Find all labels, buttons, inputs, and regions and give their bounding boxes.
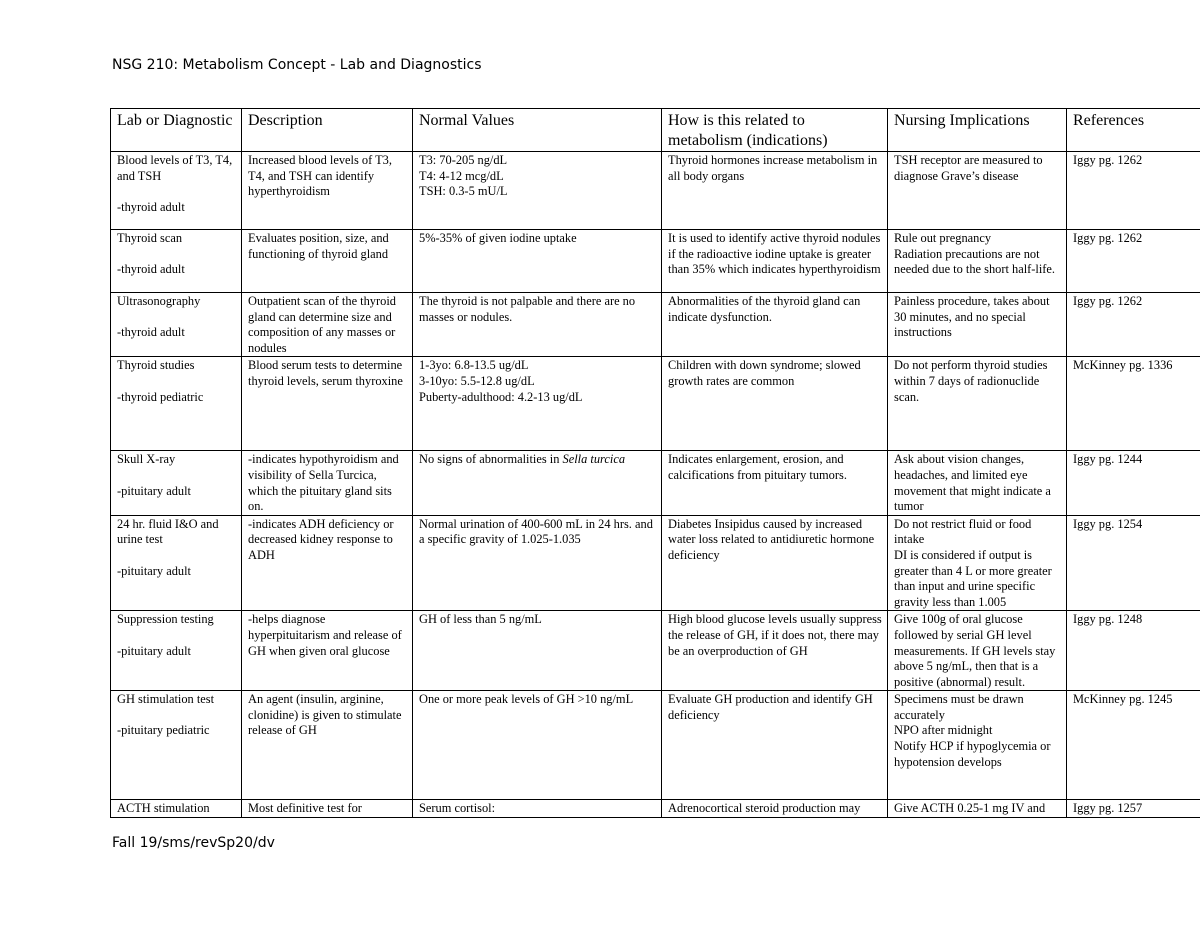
cell-description	[242, 357, 413, 451]
lab-name: Skull X-ray	[117, 452, 176, 467]
cell-nursing-implications	[888, 515, 1067, 611]
cell-line: Indicates enlargement, erosion, and calcifications from pituitary tumors.	[668, 452, 847, 482]
cell-description	[242, 611, 413, 691]
column-header: References	[1067, 109, 1200, 152]
cell-normal-values	[413, 611, 662, 691]
cell-metabolism-relation	[662, 800, 888, 818]
cell-line: -indicates ADH deficiency or decreased kidney response to ADH	[248, 516, 394, 562]
cell-line: -indicates hypothyroidism and visibility of Sella Turcica, which the pituitary gland sits on.	[248, 452, 399, 514]
cell-line: T3: 70-205 ng/dL	[419, 153, 508, 167]
lab-category: -pituitary adult	[117, 643, 191, 658]
lab-name: Ultrasonography	[117, 294, 201, 308]
cell-metabolism-relation	[662, 357, 888, 451]
column-header: Normal Values	[413, 109, 662, 152]
cell-line: Diabetes Insipidus caused by increased water loss related to antidiuretic hormone deficiency	[668, 516, 875, 562]
cell-metabolism-relation	[662, 451, 888, 515]
cell-line: Children with down syndrome; slowed growth rates are common	[668, 358, 861, 388]
cell-description	[242, 152, 413, 230]
cell-line: Evaluates position, size, and functioning of thyroid gland	[248, 231, 389, 261]
cell-line: No signs of abnormalities in Sella turcica	[419, 452, 626, 467]
cell-line: High blood glucose levels usually suppress the release of GH, if it does not, there may be an overproduction of GH	[668, 612, 882, 658]
cell-metabolism-relation	[662, 152, 888, 230]
cell-lab	[111, 357, 242, 451]
cell-line: Evaluate GH production and identify GH deficiency	[668, 692, 873, 722]
cell-metabolism-relation	[662, 293, 888, 357]
cell-description	[242, 293, 413, 357]
cell-lab	[111, 451, 242, 515]
cell-line: 3-10yo: 5.5-12.8 ug/dL	[419, 373, 535, 388]
cell-line: Increased blood levels of T3, T4, and TSH can identify hyperthyroidism	[248, 153, 392, 199]
cell-lab	[111, 515, 242, 611]
cell-line: Do not perform thyroid studies within 7 days of radionuclide scan.	[894, 358, 1048, 404]
cell-lab	[111, 152, 242, 230]
cell-reference: McKinney pg. 1336	[1067, 357, 1200, 451]
cell-normal-values	[413, 357, 662, 451]
lab-category: -thyroid adult	[117, 199, 185, 214]
cell-normal-values	[413, 515, 662, 611]
cell-lab	[111, 293, 242, 357]
cell-nursing-implications	[888, 691, 1067, 800]
cell-nursing-implications	[888, 152, 1067, 230]
cell-line: Give 100g of oral glucose followed by serial GH level measurements. If GH levels stay above 5 ng/mL, then that is a positive (abnormal) result.	[894, 612, 1056, 689]
cell-description	[242, 800, 413, 818]
cell-lab	[111, 611, 242, 691]
cell-line: Specimens must be drawn accurately	[894, 692, 1024, 722]
lab-name: Blood levels of T3, T4, and TSH	[117, 153, 233, 183]
lab-table-container	[110, 108, 1200, 820]
cell-line: Most definitive test for	[248, 801, 362, 816]
cell-line: Outpatient scan of the thyroid gland can determine size and composition of any masses or nodules	[248, 294, 396, 355]
cell-description	[242, 691, 413, 800]
cell-reference: McKinney pg. 1245	[1067, 691, 1200, 800]
cell-line: Painless procedure, takes about 30 minutes, and no special instructions	[894, 294, 1050, 340]
page-header: NSG 210: Metabolism Concept - Lab and Diagnostics	[112, 57, 482, 73]
cell-metabolism-relation	[662, 691, 888, 800]
cell-line: The thyroid is not palpable and there are no masses or nodules.	[419, 294, 636, 324]
cell-nursing-implications	[888, 357, 1067, 451]
cell-lab	[111, 691, 242, 800]
cell-normal-values	[413, 691, 662, 800]
cell-reference: Iggy pg. 1262	[1067, 230, 1200, 293]
cell-line: Radiation precautions are not needed due to the short half-life.	[894, 246, 1056, 277]
cell-line: Do not restrict fluid or food intake	[894, 516, 1032, 547]
cell-reference: Iggy pg. 1244	[1067, 451, 1200, 515]
table-row	[111, 152, 1200, 230]
cell-description	[242, 230, 413, 293]
table-header-row	[111, 109, 1200, 152]
cell-line: Give ACTH 0.25-1 mg IV and	[894, 801, 1046, 816]
table-row	[111, 515, 1200, 611]
cell-line: Normal urination of 400-600 mL in 24 hrs. and a specific gravity of 1.025-1.035	[419, 516, 653, 547]
cell-line: -helps diagnose hyperpituitarism and release of GH when given oral glucose	[248, 612, 402, 658]
page-footer: Fall 19/sms/revSp20/dv	[112, 835, 275, 851]
lab-category: -thyroid adult	[117, 262, 185, 277]
cell-normal-values	[413, 800, 662, 818]
lab-name: ACTH stimulation	[117, 801, 210, 816]
cell-lab	[111, 230, 242, 293]
cell-line: Serum cortisol:	[419, 801, 496, 816]
lab-name: Thyroid scan	[117, 231, 183, 245]
column-header: How is this related to metabolism (indications)	[662, 109, 888, 152]
table-row	[111, 230, 1200, 293]
column-header: Nursing Implications	[888, 109, 1067, 152]
lab-category: -thyroid adult	[117, 325, 185, 340]
cell-normal-values	[413, 293, 662, 357]
cell-nursing-implications	[888, 230, 1067, 293]
cell-line: Rule out pregnancy	[894, 231, 992, 245]
lab-name: 24 hr. fluid I&O and urine test	[117, 516, 219, 547]
cell-line: Ask about vision changes, headaches, and limited eye movement that might indicate a tumor	[894, 452, 1051, 514]
table-row	[111, 451, 1200, 515]
column-header: Lab or Diagnostic	[111, 109, 242, 152]
cell-line: GH of less than 5 ng/mL	[419, 612, 542, 627]
lab-name: Thyroid studies	[117, 358, 195, 373]
cell-line: NPO after midnight	[894, 723, 993, 738]
cell-line: It is used to identify active thyroid nodules if the radioactive iodine uptake is greater than 35% which indicates hyperthyroidism	[668, 231, 881, 277]
cell-line: TSH: 0.3-5 mU/L	[419, 184, 508, 199]
lab-diagnostics-table	[110, 108, 1200, 818]
cell-normal-values	[413, 230, 662, 293]
cell-nursing-implications	[888, 293, 1067, 357]
lab-category: -pituitary adult	[117, 483, 191, 498]
cell-description	[242, 515, 413, 611]
cell-metabolism-relation	[662, 611, 888, 691]
cell-line: One or more peak levels of GH >10 ng/mL	[419, 692, 634, 707]
cell-metabolism-relation	[662, 515, 888, 611]
table-row	[111, 611, 1200, 691]
cell-line: Adrenocortical steroid production may	[668, 801, 861, 816]
cell-normal-values	[413, 451, 662, 515]
cell-line: Notify HCP if hypoglycemia or hypotension develops	[894, 739, 1051, 769]
cell-reference: Iggy pg. 1248	[1067, 611, 1200, 691]
cell-metabolism-relation	[662, 230, 888, 293]
cell-normal-values	[413, 152, 662, 230]
cell-line: T4: 4-12 mcg/dL	[419, 168, 504, 183]
cell-reference: Iggy pg. 1262	[1067, 152, 1200, 230]
table-row	[111, 691, 1200, 800]
lab-name: GH stimulation test	[117, 692, 215, 707]
cell-line: Thyroid hormones increase metabolism in all body organs	[668, 153, 878, 183]
cell-line: Abnormalities of the thyroid gland can indicate dysfunction.	[668, 294, 861, 324]
cell-line: 1-3yo: 6.8-13.5 ug/dL	[419, 358, 529, 373]
cell-description	[242, 451, 413, 515]
cell-line: Puberty-adulthood: 4.2-13 ug/dL	[419, 389, 583, 404]
cell-reference: Iggy pg. 1257	[1067, 800, 1200, 818]
lab-name: Suppression testing	[117, 612, 214, 627]
table-row	[111, 293, 1200, 357]
cell-nursing-implications	[888, 800, 1067, 818]
lab-category: -pituitary pediatric	[117, 723, 210, 738]
cell-nursing-implications	[888, 611, 1067, 691]
cell-lab	[111, 800, 242, 818]
table-row	[111, 357, 1200, 451]
lab-category: -pituitary adult	[117, 563, 191, 578]
table-row	[111, 800, 1200, 818]
cell-line: TSH receptor are measured to diagnose Grave’s disease	[894, 153, 1043, 183]
cell-nursing-implications	[888, 451, 1067, 515]
cell-line: DI is considered if output is greater than 4 L or more greater than input and urine specific gravity less than 1.005	[894, 547, 1052, 609]
cell-line: An agent (insulin, arginine, clonidine) is given to stimulate release of GH	[248, 692, 402, 738]
cell-reference: Iggy pg. 1262	[1067, 293, 1200, 357]
cell-line: 5%-35% of given iodine uptake	[419, 231, 577, 245]
cell-line: Blood serum tests to determine thyroid levels, serum thyroxine	[248, 358, 403, 388]
column-header: Description	[242, 109, 413, 152]
lab-category: -thyroid pediatric	[117, 389, 204, 404]
cell-reference: Iggy pg. 1254	[1067, 515, 1200, 611]
